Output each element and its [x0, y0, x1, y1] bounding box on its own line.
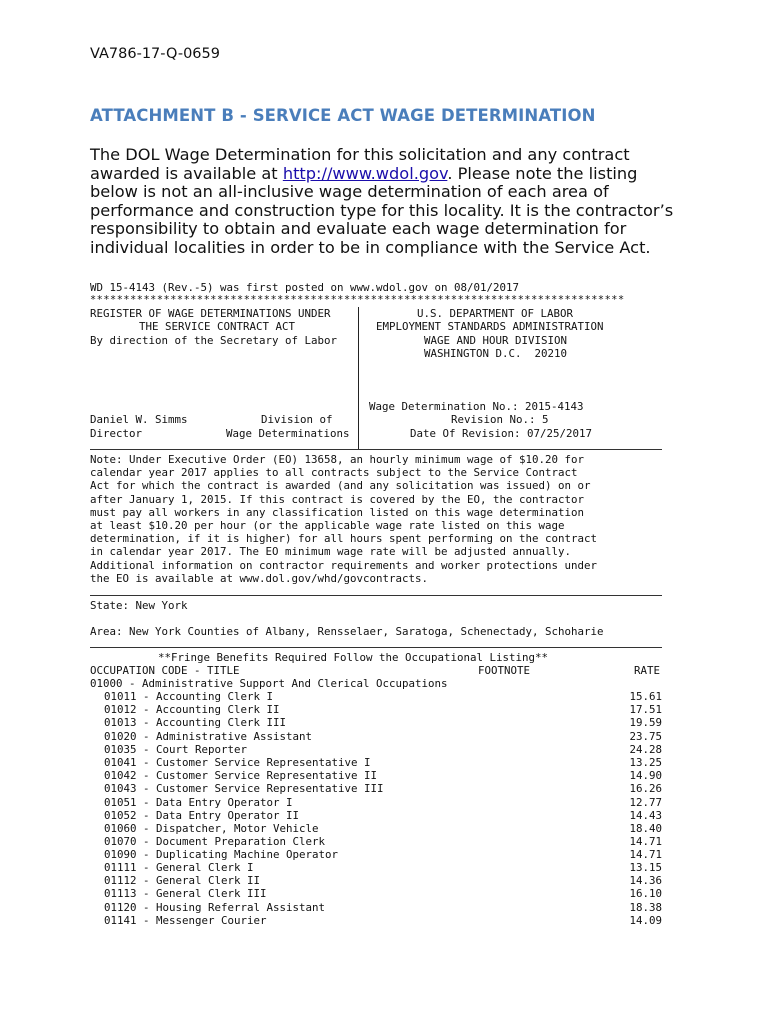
occupation-title: 01035 - Court Reporter [104, 743, 248, 756]
table-row [90, 769, 662, 782]
register-line-1: REGISTER OF WAGE DETERMINATIONS UNDER [90, 307, 331, 320]
wage-rate: 13.25 [629, 756, 662, 769]
occupation-title: 01041 - Customer Service Representative I [104, 756, 371, 769]
table-row [90, 901, 662, 914]
wage-rate: 14.09 [629, 914, 662, 927]
occupation-group-title: 01000 - Administrative Support And Clerical Occupations [90, 677, 448, 690]
wd-posted-line: WD 15-4143 (Rev.-5) was first posted on www.wdol.gov on 08/01/2017 [90, 281, 520, 294]
wage-rate: 14.90 [629, 769, 662, 782]
occupation-title: 01111 - General Clerk I [104, 861, 254, 874]
occupation-title: 01141 - Messenger Courier [104, 914, 267, 927]
table-row [90, 730, 662, 743]
wage-rate: 14.71 [629, 835, 662, 848]
occupation-title: 01011 - Accounting Clerk I [104, 690, 274, 703]
table-row [90, 690, 662, 703]
solicitation-number: VA786-17-Q-0659 [90, 46, 220, 62]
table-row [90, 861, 662, 874]
occupation-title: 01090 - Duplicating Machine Operator [104, 848, 339, 861]
occupation-title: 01120 - Housing Referral Assistant [104, 901, 326, 914]
separator-rule [90, 449, 662, 450]
intro-text-before: The DOL Wage Determination for this solicitation and any contract awarded is available at [90, 145, 630, 183]
occupation-title: 01112 - General Clerk II [104, 874, 261, 887]
occupation-title: 01052 - Data Entry Operator II [104, 809, 300, 822]
column-header-rate: RATE [634, 664, 661, 677]
table-row [90, 782, 662, 795]
wdol-link[interactable]: http://www.wdol.gov [282, 163, 448, 183]
wage-rate: 23.75 [629, 730, 662, 743]
occupation-title: 01043 - Customer Service Representative III [104, 782, 384, 795]
wage-rate: 16.10 [629, 887, 662, 900]
occupation-title: 01070 - Document Preparation Clerk [104, 835, 326, 848]
table-row [90, 874, 662, 887]
wage-rate: 16.26 [629, 782, 662, 795]
area-line: Area: New York Counties of Albany, Rensselaer, Saratoga, Schenectady, Schoharie [90, 625, 604, 638]
table-row [90, 848, 662, 861]
occupation-title: 01042 - Customer Service Representative II [104, 769, 378, 782]
division-line-2: Wage Determinations [226, 427, 350, 440]
wage-rate: 17.51 [629, 703, 662, 716]
wage-rate: 14.43 [629, 809, 662, 822]
fringe-benefits-note: **Fringe Benefits Required Follow the Occupational Listing** [158, 651, 549, 664]
wage-rate: 18.40 [629, 822, 662, 835]
separator-rule [90, 647, 662, 648]
table-row [90, 743, 662, 756]
intro-paragraph [90, 146, 690, 258]
table-row [90, 822, 662, 835]
separator-rule [90, 595, 662, 596]
occupation-title: 01051 - Data Entry Operator I [104, 796, 293, 809]
wd-number: Wage Determination No.: 2015-4143 [369, 400, 584, 413]
table-row [90, 914, 662, 927]
wage-rate: 15.61 [629, 690, 662, 703]
table-row [90, 703, 662, 716]
occupation-title: 01012 - Accounting Clerk II [104, 703, 280, 716]
occupation-title: 01020 - Administrative Assistant [104, 730, 313, 743]
register-line-2: THE SERVICE CONTRACT ACT [139, 320, 296, 333]
occupation-title: 01113 - General Clerk III [104, 887, 267, 900]
table-row [90, 835, 662, 848]
eo-note: Note: Under Executive Order (EO) 13658, an hourly minimum wage of $10.20 for calendar year 2017 applies to all contracts subject to the Service Contract Act for which the contract is awarded (and any solicitation was issued) on or after January 1, 2015. If this contract is covered by the EO, the contractor must pay all workers in any classification listed on this wage determination at least $10.20 per hour (or the applicable wage rate listed on this wage determination, if it is higher) for all hours spent performing on the contract in calendar year 2017. The EO minimum wage rate will be adjusted annually. Additional information on contractor requirements and worker protections under the EO is available at www.dol.gov/whd/govcontracts. [90, 453, 598, 585]
column-header-occupation: OCCUPATION CODE - TITLE [90, 664, 240, 677]
register-line-3: By direction of the Secretary of Labor [90, 334, 338, 347]
dol-line-2: EMPLOYMENT STANDARDS ADMINISTRATION [376, 320, 604, 333]
wage-rate: 19.59 [629, 716, 662, 729]
dol-line-3: WAGE AND HOUR DIVISION [424, 334, 568, 347]
signatory-name: Daniel W. Simms [90, 413, 188, 426]
header-column-divider [358, 307, 359, 450]
table-row [90, 796, 662, 809]
table-row [90, 809, 662, 822]
dol-line-1: U.S. DEPARTMENT OF LABOR [417, 307, 574, 320]
wage-rate: 14.36 [629, 874, 662, 887]
intro-text-after: . Please note the listing below is not an all-inclusive wage determination of each area of performance and construction type for this locality. It is the contractor’s responsibility to obtain and evaluate each wage determination for individual localities in order to be in compliance with the Service Act. [90, 163, 674, 257]
occupation-title: 01060 - Dispatcher, Motor Vehicle [104, 822, 319, 835]
table-row [90, 716, 662, 729]
dol-line-4: WASHINGTON D.C. 20210 [424, 347, 568, 360]
table-row [90, 756, 662, 769]
column-header-footnote: FOOTNOTE [478, 664, 531, 677]
signatory-title: Director [90, 427, 143, 440]
division-line-1: Division of [261, 413, 333, 426]
table-row [90, 887, 662, 900]
revision-number: Revision No.: 5 [451, 413, 549, 426]
occupation-title: 01013 - Accounting Clerk III [104, 716, 287, 729]
wage-rate: 18.38 [629, 901, 662, 914]
wage-rate: 12.77 [629, 796, 662, 809]
attachment-heading: ATTACHMENT B - SERVICE ACT WAGE DETERMINATION [90, 106, 596, 125]
revision-date: Date Of Revision: 07/25/2017 [410, 427, 593, 440]
wage-rate: 13.15 [629, 861, 662, 874]
asterisk-separator: ******************************************************************************** [90, 295, 625, 306]
wage-rate: 14.71 [629, 848, 662, 861]
state-line: State: New York [90, 599, 188, 612]
wage-rate: 24.28 [629, 743, 662, 756]
